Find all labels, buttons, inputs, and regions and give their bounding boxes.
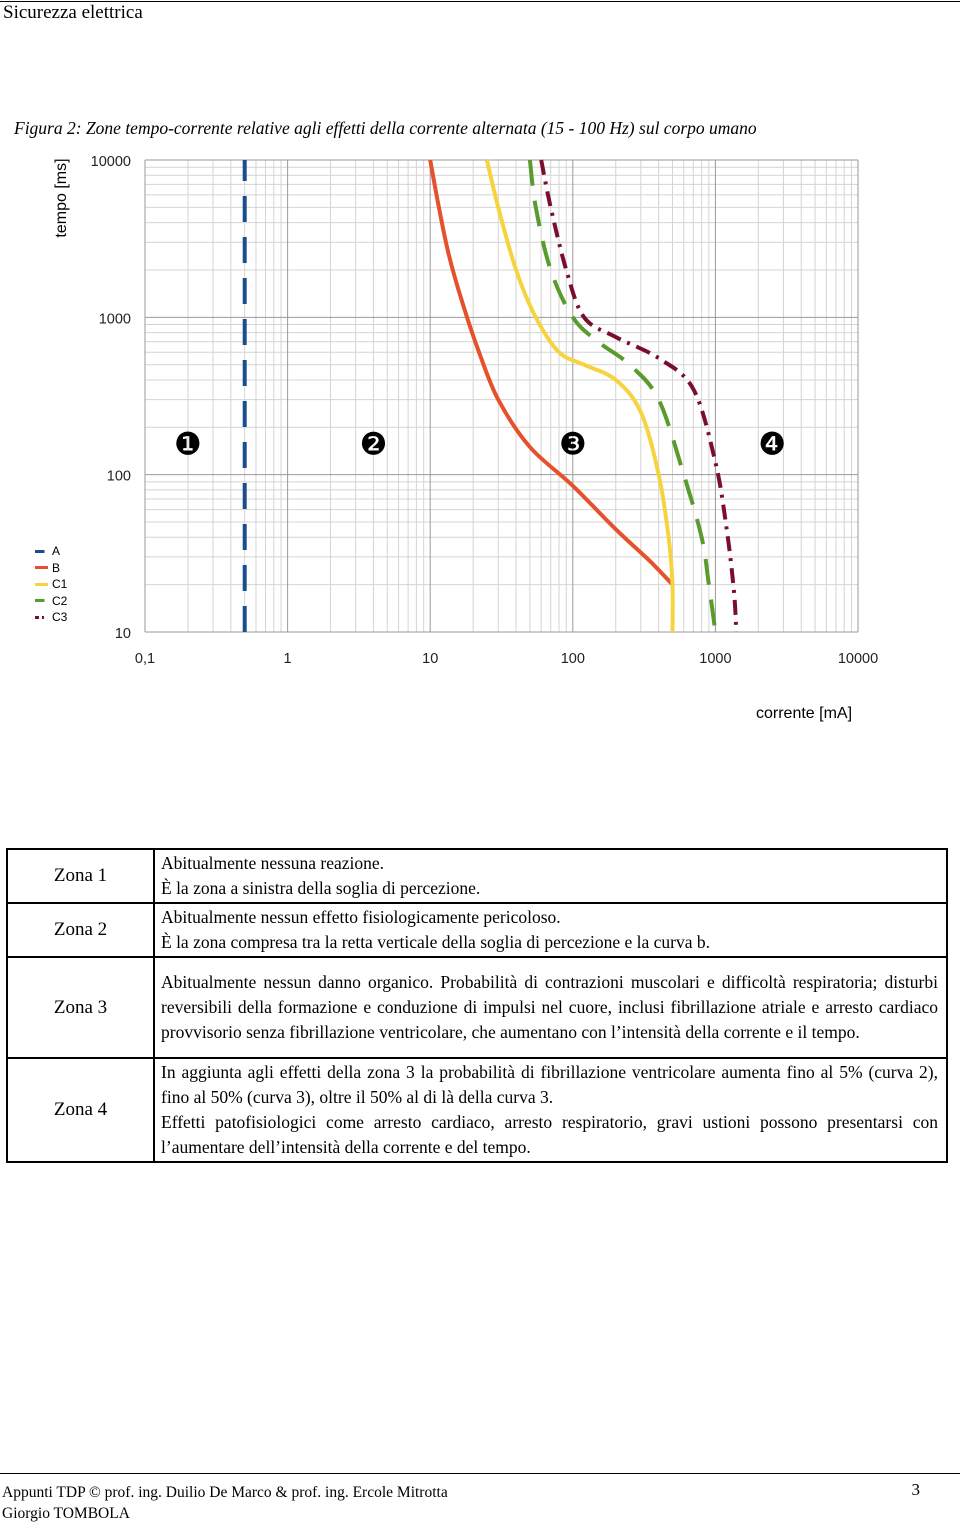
- x-tick-label: 10: [422, 651, 439, 667]
- legend-label: A: [52, 544, 61, 558]
- y-tick-label: 10: [114, 626, 131, 642]
- table-row: [7, 849, 947, 903]
- y-tick-label: 10000: [90, 154, 131, 170]
- legend-swatch: [35, 616, 48, 619]
- zone-marker: ❶: [174, 426, 202, 463]
- y-tick-label: 100: [106, 468, 131, 485]
- zone-line: È la zona compresa tra la retta verticale della soglia di percezione e la curva b.: [161, 932, 711, 952]
- legend-swatch: [35, 550, 48, 553]
- zone-line: È la zona a sinistra della soglia di percezione.: [161, 878, 481, 898]
- zone-description: [154, 849, 947, 903]
- footer-line: Appunti TDP © prof. ing. Duilio De Marco & prof. ing. Ercole Mitrotta: [2, 1484, 448, 1501]
- zone-line: Effetti patofisiologici come arresto cardiaco, arresto respiratorio, gravi ustioni possono presentarsi con l’aumentare dell’intensità della corrente e del tempo.: [161, 1112, 938, 1157]
- zones-table: [6, 848, 948, 1163]
- zone-name: Zona 2: [7, 903, 154, 957]
- x-tick-label: 1000: [699, 651, 732, 667]
- legend-swatch: [35, 583, 48, 586]
- y-axis-title: tempo [ms]: [53, 158, 70, 238]
- zone-marker: ❷: [359, 426, 388, 463]
- table-row: [7, 957, 947, 1058]
- time-current-chart: [0, 140, 960, 700]
- y-tick-label: 1000: [98, 311, 131, 328]
- zone-name: Zona 4: [7, 1058, 154, 1162]
- legend-label: C2: [52, 593, 68, 608]
- page-header-title: Sicurezza elettrica: [3, 2, 143, 23]
- figure-caption: Figura 2: Zone tempo-corrente relative agli effetti della corrente alternata (15 - 100 Hz) sul corpo umano: [14, 118, 757, 138]
- x-tick-label: 10000: [837, 651, 879, 667]
- legend-item: [35, 609, 67, 626]
- x-tick-label: 100: [560, 651, 585, 667]
- zone-line: Abitualmente nessuna reazione.: [161, 853, 385, 873]
- zone-description: [154, 1058, 947, 1162]
- legend-label: C1: [52, 577, 68, 591]
- footer-credits: [2, 1482, 448, 1524]
- page-number: 3: [911, 1480, 920, 1499]
- table-row: [7, 1058, 947, 1162]
- zone-marker: ❹: [758, 426, 787, 463]
- legend-label: C3: [52, 610, 68, 624]
- zone-line: In aggiunta agli effetti della zona 3 la probabilità di fibrillazione ventricolare aumenta fino al 5% (curva 2), fino al 50% (curva 3), oltre il 50% al di là della curva 3.: [161, 1062, 938, 1107]
- legend-item: [35, 543, 67, 560]
- x-axis-title: corrente [mA]: [756, 705, 853, 722]
- zone-description: [154, 903, 947, 957]
- footer-rule: [0, 1473, 960, 1474]
- zone-marker: ❸: [558, 426, 587, 463]
- table-row: [7, 903, 947, 957]
- legend-swatch: [35, 566, 48, 569]
- legend-swatch: [35, 599, 48, 602]
- footer-line: Giorgio TOMBOLA: [2, 1505, 130, 1522]
- plot-area: [145, 160, 858, 632]
- x-tick-label: 0,1: [134, 651, 156, 667]
- chart-legend: [35, 543, 67, 626]
- legend-item: [35, 560, 67, 577]
- zone-text: Abitualmente nessun danno organico. Probabilità di contrazioni muscolari e difficoltà respiratoria; disturbi reversibili della formazione e conduzione di impulsi nel cuore, inclusi fibrillazione atriale e arresto cardiaco provvisorio senza fibrillazione ventricolare, che aumentano con l’intensità della corrente e il tempo.: [161, 972, 938, 1042]
- zone-name: Zona 1: [7, 849, 154, 903]
- legend-label: B: [52, 560, 61, 575]
- zone-description: [154, 957, 947, 1058]
- x-tick-label: 1: [283, 651, 292, 667]
- zone-line: Abitualmente nessun effetto fisiologicamente pericoloso.: [161, 907, 561, 927]
- zone-name: Zona 3: [7, 957, 154, 1058]
- legend-item: [35, 576, 67, 593]
- header-rule: [0, 1, 960, 2]
- legend-item: [35, 593, 67, 610]
